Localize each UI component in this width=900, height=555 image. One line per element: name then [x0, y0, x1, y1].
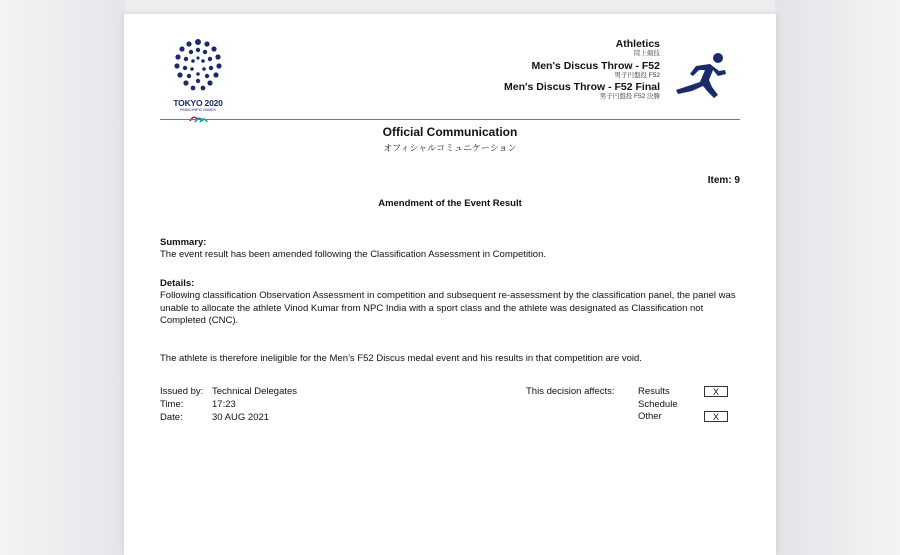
tokyo-2020-paralympic-emblem-icon — [172, 37, 224, 95]
event-name: Men's Discus Throw - F52 — [531, 59, 660, 72]
document-title: Official Communication — [382, 125, 518, 139]
logo-subtitle: PARALYMPIC GAMES — [180, 108, 216, 112]
details-text: Following classification Observation Assessment in competition and subsequent re-assessment by the classification panel, the panel was unable to allocate the athlete Vinod Kumar from NPC India with a sport class and the athlete was designated as Classification not Completed (CNC). — [160, 290, 736, 326]
affects-checkbox: X — [704, 386, 728, 397]
affects-checkbox — [704, 399, 728, 410]
affects-option-label: Results — [638, 385, 670, 397]
summary-text: The event result has been amended following the Classification Assessment in Competition. — [160, 249, 547, 261]
item-number: Item: 9 — [707, 175, 740, 186]
sport-name: Athletics — [615, 38, 660, 50]
affects-option-label: Other — [638, 411, 662, 423]
issued-by-row — [160, 386, 297, 399]
event-name-jp: 男子円盤投 F52 — [614, 71, 660, 79]
background-right — [775, 0, 900, 555]
date-value: 30 AUG 2021 — [212, 411, 270, 423]
logo-wordmark: TOKYO 2020 — [173, 98, 223, 108]
issued-by-label: Issued by: — [160, 386, 204, 397]
affects-label: This decision affects: — [526, 386, 615, 397]
issuance-info — [160, 386, 297, 424]
date-label: Date: — [160, 411, 183, 423]
time-value: 17:23 — [212, 398, 236, 410]
details-section — [160, 278, 740, 327]
tokyo-2020-logo — [172, 37, 224, 127]
header-divider — [160, 119, 740, 120]
phase-name: Men's Discus Throw - F52 Final — [504, 81, 660, 94]
document-title-jp: オフィシャルコミュニケーション — [383, 143, 517, 153]
affects-checkbox: X — [704, 411, 728, 422]
affects-list — [638, 385, 728, 423]
affects-item-results — [638, 385, 728, 398]
details-heading: Details: — [160, 278, 195, 289]
issued-by-value: Technical Delegates — [212, 386, 298, 397]
summary-section — [160, 237, 740, 262]
summary-heading: Summary: — [160, 237, 207, 248]
document-page — [124, 14, 776, 555]
date-row — [160, 412, 297, 425]
affects-item-schedule — [638, 398, 728, 411]
background-left — [0, 0, 125, 555]
sport-name-jp: 陸上競技 — [634, 50, 660, 58]
details-conclusion: The athlete is therefore ineligible for the Men’s F52 Discus medal event and his results in that competition are void. — [160, 353, 642, 364]
event-header — [504, 38, 660, 103]
athletics-runner-pictogram-icon — [672, 50, 734, 100]
affects-item-other — [638, 411, 728, 424]
time-label: Time: — [160, 398, 184, 410]
subject-heading: Amendment of the Event Result — [378, 198, 522, 209]
time-row — [160, 399, 297, 412]
affects-option-label: Schedule — [638, 398, 678, 410]
phase-name-jp: 男子円盤投 F52 決勝 — [599, 93, 660, 101]
